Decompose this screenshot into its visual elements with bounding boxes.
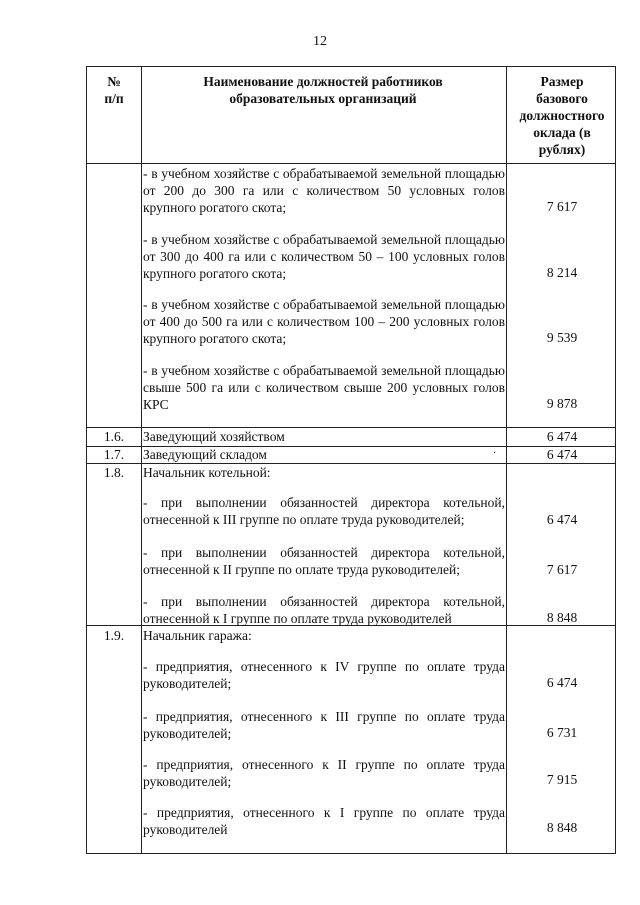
garage-item-value: 6 474 (546, 675, 578, 690)
farm-item-text: - в учебном хозяйстве с обрабатываемой земельной площадью от 200 до 300 га или с количеством 50 условных голов крупного рогатого скота; (143, 166, 505, 215)
garage-item-text: - предприятия, отнесенного к I группе по оплате труда руководителей (143, 805, 505, 837)
boiler-item-text: - при выполнении обязанностей директора котельной, отнесенной к II группе по оплате труда руководителей; (143, 545, 505, 577)
row-number: 1.6. (103, 429, 125, 444)
row-number: 1.9. (103, 628, 125, 643)
row-number: 1.8. (103, 465, 125, 480)
boiler-item-value: 6 474 (546, 512, 578, 527)
position-name: Заведующий хозяйством (143, 429, 285, 444)
farm-item-value: 7 617 (546, 199, 578, 214)
farm-item-text: - в учебном хозяйстве с обрабатываемой земельной площадью свыше 500 га или с количеством свыше 200 условных голов КРС (143, 363, 505, 412)
position-name: Начальник котельной: (143, 465, 271, 480)
boiler-item-value: 8 848 (546, 610, 578, 625)
farm-item-value: 9 878 (546, 396, 578, 411)
row-number: 1.7. (103, 447, 125, 462)
garage-item-text: - предприятия, отнесенного к IV группе по оплате труда руководителей; (143, 659, 505, 691)
boiler-item-value: 7 617 (546, 562, 578, 577)
garage-item-text: - предприятия, отнесенного к II группе по оплате труда руководителей; (143, 757, 505, 789)
column-divider (506, 67, 507, 853)
farm-item-text: - в учебном хозяйстве с обрабатываемой земельной площадью от 400 до 500 га или с количеством 100 – 200 условных голов крупного рогатого скота; (143, 297, 505, 346)
salary-value: 6 474 (546, 447, 578, 462)
garage-item-value: 8 848 (546, 820, 578, 835)
position-name: Начальник гаража: (143, 628, 252, 643)
salary-value: 6 474 (546, 429, 578, 444)
garage-item-text: - предприятия, отнесенного к III группе по оплате труда руководителей; (143, 709, 505, 741)
salary-table (86, 66, 616, 854)
farm-item-value: 9 539 (546, 330, 578, 345)
farm-item-value: 8 214 (546, 265, 578, 280)
header-name: Наименование должностей работников образовательных организаций (203, 74, 443, 106)
header-salary: Размер базового должностного оклада (в рублях) (519, 74, 605, 157)
scan-speck: · (493, 448, 497, 459)
row-divider (87, 163, 615, 164)
boiler-item-text: - при выполнении обязанностей директора котельной, отнесенной к III группе по оплате труда руководителей; (143, 495, 505, 527)
garage-item-value: 7 915 (546, 772, 578, 787)
boiler-item-text: - при выполнении обязанностей директора котельной, отнесенной к I группе по оплате труда руководителей (143, 594, 505, 626)
position-name: Заведующий складом (143, 447, 267, 462)
header-num: № п/п (104, 74, 124, 106)
garage-item-value: 6 731 (546, 725, 578, 740)
column-divider (141, 67, 142, 853)
farm-item-text: - в учебном хозяйстве с обрабатываемой земельной площадью от 300 до 400 га или с количеством 50 – 100 условных голов крупного рогатого скота; (143, 232, 505, 281)
page-number: 12 (313, 34, 327, 49)
